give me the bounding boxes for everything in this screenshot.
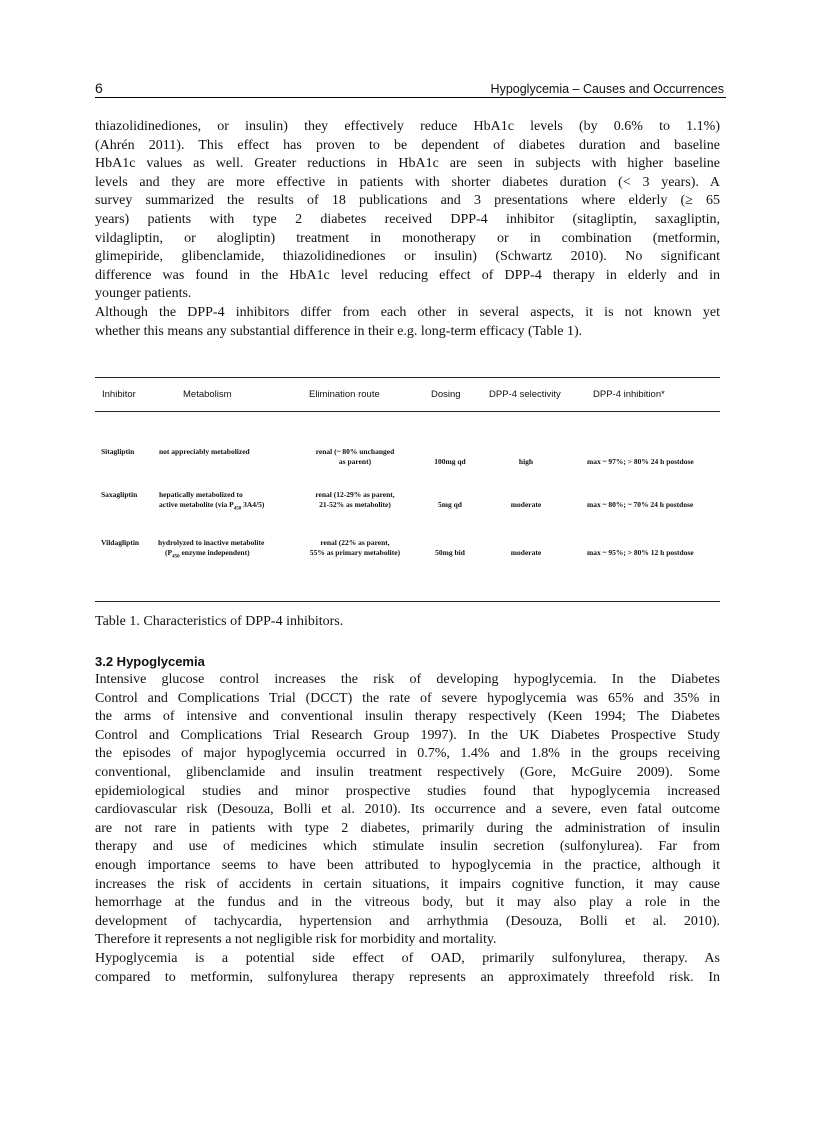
text: 3A4/5) (241, 500, 265, 509)
text-line: hemorrhage at the fundus and in the vitreous body, but it may also play a role in the (95, 895, 720, 911)
metabolism-line-1: hydrolyzed to inactive metabolite (158, 538, 265, 547)
text-line: therapy and use of medicines which stimulate insulin secretion (sulfonylurea). Far from (95, 839, 720, 855)
elimination-line-2: 21-52% as metabolite) (319, 500, 391, 509)
paragraph (95, 671, 720, 950)
text-line: conventional, glibenclamide and insulin treatment respectively (Gore, McGuire 2009). Some (95, 764, 720, 780)
text-line: glimepiride, glibenclamide, thiazolidinediones or insulin) (Schwartz 2010). No significant (95, 249, 720, 265)
text-line: whether this means any substantial difference in their e.g. long-term efficacy (Table 1). (95, 323, 583, 339)
paragraph (95, 118, 720, 304)
section-heading: 3.2 Hypoglycemia (95, 654, 205, 669)
body-text-top (95, 118, 720, 341)
text-line: (Ahrén 2011). This effect has proven to be dependent of diabetes duration and baseline (95, 137, 720, 153)
running-header-title: Hypoglycemia – Causes and Occurrences (490, 82, 724, 96)
cell-elimination (290, 538, 420, 558)
cell-inhibitor: Saxagliptin (101, 490, 138, 499)
text-line: are not rare in patients with type 2 diabetes, primarily during the administration of insulin (95, 820, 720, 836)
cell-elimination (290, 490, 420, 510)
text-line: years) patients with type 2 diabetes received DPP-4 inhibitor (sitagliptin, saxagliptin, (95, 211, 720, 227)
cell-elimination (290, 447, 420, 467)
text-line: levels and they are more effective in patients with shorter diabetes duration (< 3 years). A (95, 174, 720, 190)
table-header-elimination: Elimination route (309, 389, 380, 400)
cell-metabolism (159, 490, 264, 515)
cell-selectivity: moderate (510, 548, 542, 557)
elimination-line-1: renal (12-29% as parent, (315, 490, 395, 499)
cell-inhibitor: Vildagliptin (101, 538, 140, 547)
text: enzyme independent) (179, 548, 250, 557)
cell-selectivity: high (518, 457, 534, 466)
paragraph (95, 304, 720, 341)
metabolism-line-2 (158, 548, 250, 560)
table-header-selectivity: DPP-4 selectivity (489, 389, 561, 400)
text-line: difference was found in the HbA1c level reducing effect of DPP-4 therapy in elderly and in (95, 267, 720, 283)
text-line: the arms of intensive and conventional insulin therapy respectively (Keen 1994; The Diabetes (95, 709, 720, 725)
text: (P (165, 548, 173, 557)
text-line: Intensive glucose control increases the risk of developing hypoglycemia. In the Diabetes (95, 672, 720, 687)
table-header-inhibition: DPP-4 inhibition* (593, 389, 665, 400)
cell-inhibitor: Sitagliptin (101, 447, 135, 456)
text-line: Although the DPP-4 inhibitors differ from each other in several aspects, it is not known yet (95, 304, 720, 320)
text-line: Control and Complications Trial Research Group 1997). In the UK Diabetes Prospective Study (95, 727, 720, 743)
header-rule (95, 97, 726, 98)
text-line: epidemiological studies and minor prospective studies found that hypoglycemia increased (95, 783, 720, 799)
metabolism-line-1: hepatically metabolized to (159, 490, 243, 499)
text-line: younger patients. (95, 286, 192, 302)
elimination-line-1: renal (22% as parent, (320, 538, 390, 547)
text-line: the episodes of major hypoglycemia occurred in 0.7%, 1.4% and 1.8% in the groups receiving (95, 746, 720, 762)
cell-dosing: 100mg qd (434, 457, 466, 466)
elimination-line-2: as parent) (338, 457, 372, 466)
text-line: thiazolidinediones, or insulin) they effectively reduce HbA1c levels (by 0.6% to 1.1%) (95, 119, 720, 134)
metabolism-line-2 (159, 500, 265, 512)
subscript: 450 (172, 554, 180, 560)
cell-inhibition: max ~ 95%; > 80% 12 h postdose (587, 548, 694, 557)
subscript: 450 (233, 506, 242, 512)
text-line: survey summarized the results of 18 publications and 3 presentations where elderly (≥ 65 (95, 193, 720, 209)
table-header-inhibitor: Inhibitor (102, 389, 136, 400)
table-caption: Table 1. Characteristics of DPP-4 inhibitors. (95, 614, 344, 629)
elimination-line-1: renal (~ 80% unchanged (315, 447, 395, 456)
text-line: Hypoglycemia is a potential side effect of OAD, primarily sulfonylurea, therapy. As (95, 950, 720, 966)
cell-selectivity: moderate (510, 500, 542, 509)
elimination-line-2: 55% as primary metabolite) (309, 548, 401, 557)
text-line: increases the risk of accidents in certain situations, it impairs cognitive function, it may cause (95, 876, 720, 892)
text-line: cardiovascular risk (Desouza, Bolli et al. 2010). Its occurrence and a severe, even fatal outcome (95, 802, 720, 818)
cell-dosing: 5mg qd (438, 500, 462, 509)
table-header-rule (95, 411, 720, 412)
text-line: vildagliptin, or alogliptin) treatment in monotherapy or in combination (metformin, (95, 230, 720, 246)
cell-inhibition: max ~ 80%; ~ 70% 24 h postdose (587, 500, 694, 509)
cell-inhibition: max ~ 97%; > 80% 24 h postdose (587, 457, 694, 466)
cell-dosing: 50mg bid (435, 548, 465, 557)
text-line: compared to metformin, sulfonylurea therapy represents an approximately threefold risk. In (95, 969, 720, 985)
cell-metabolism (158, 538, 264, 563)
text: active metabolite (via P (159, 500, 234, 509)
text-line: Therefore it represents a not negligible risk for morbidity and mortality. (95, 932, 497, 948)
page-number: 6 (95, 80, 103, 96)
table-header-metabolism: Metabolism (183, 389, 232, 400)
text-line: Control and Complications Trial (DCCT) the rate of severe hypoglycemia was 65% and 35% in (95, 690, 720, 706)
text-line: development of tachycardia, hypertension and arrhythmia (Desouza, Bolli et al. 2010). (95, 913, 720, 929)
table-top-rule (95, 377, 720, 378)
table-bottom-rule (95, 601, 720, 602)
paragraph (95, 950, 720, 987)
text-line: HbA1c values as well. Greater reductions in HbA1c are seen in subjects with higher baseline (95, 156, 720, 172)
text-line: enough importance seems to have been attributed to hypoglycemia in the practice, although it (95, 857, 720, 873)
table-header-dosing: Dosing (431, 389, 461, 400)
cell-metabolism: not appreciably metabolized (159, 447, 250, 456)
body-text-bottom (95, 671, 720, 987)
